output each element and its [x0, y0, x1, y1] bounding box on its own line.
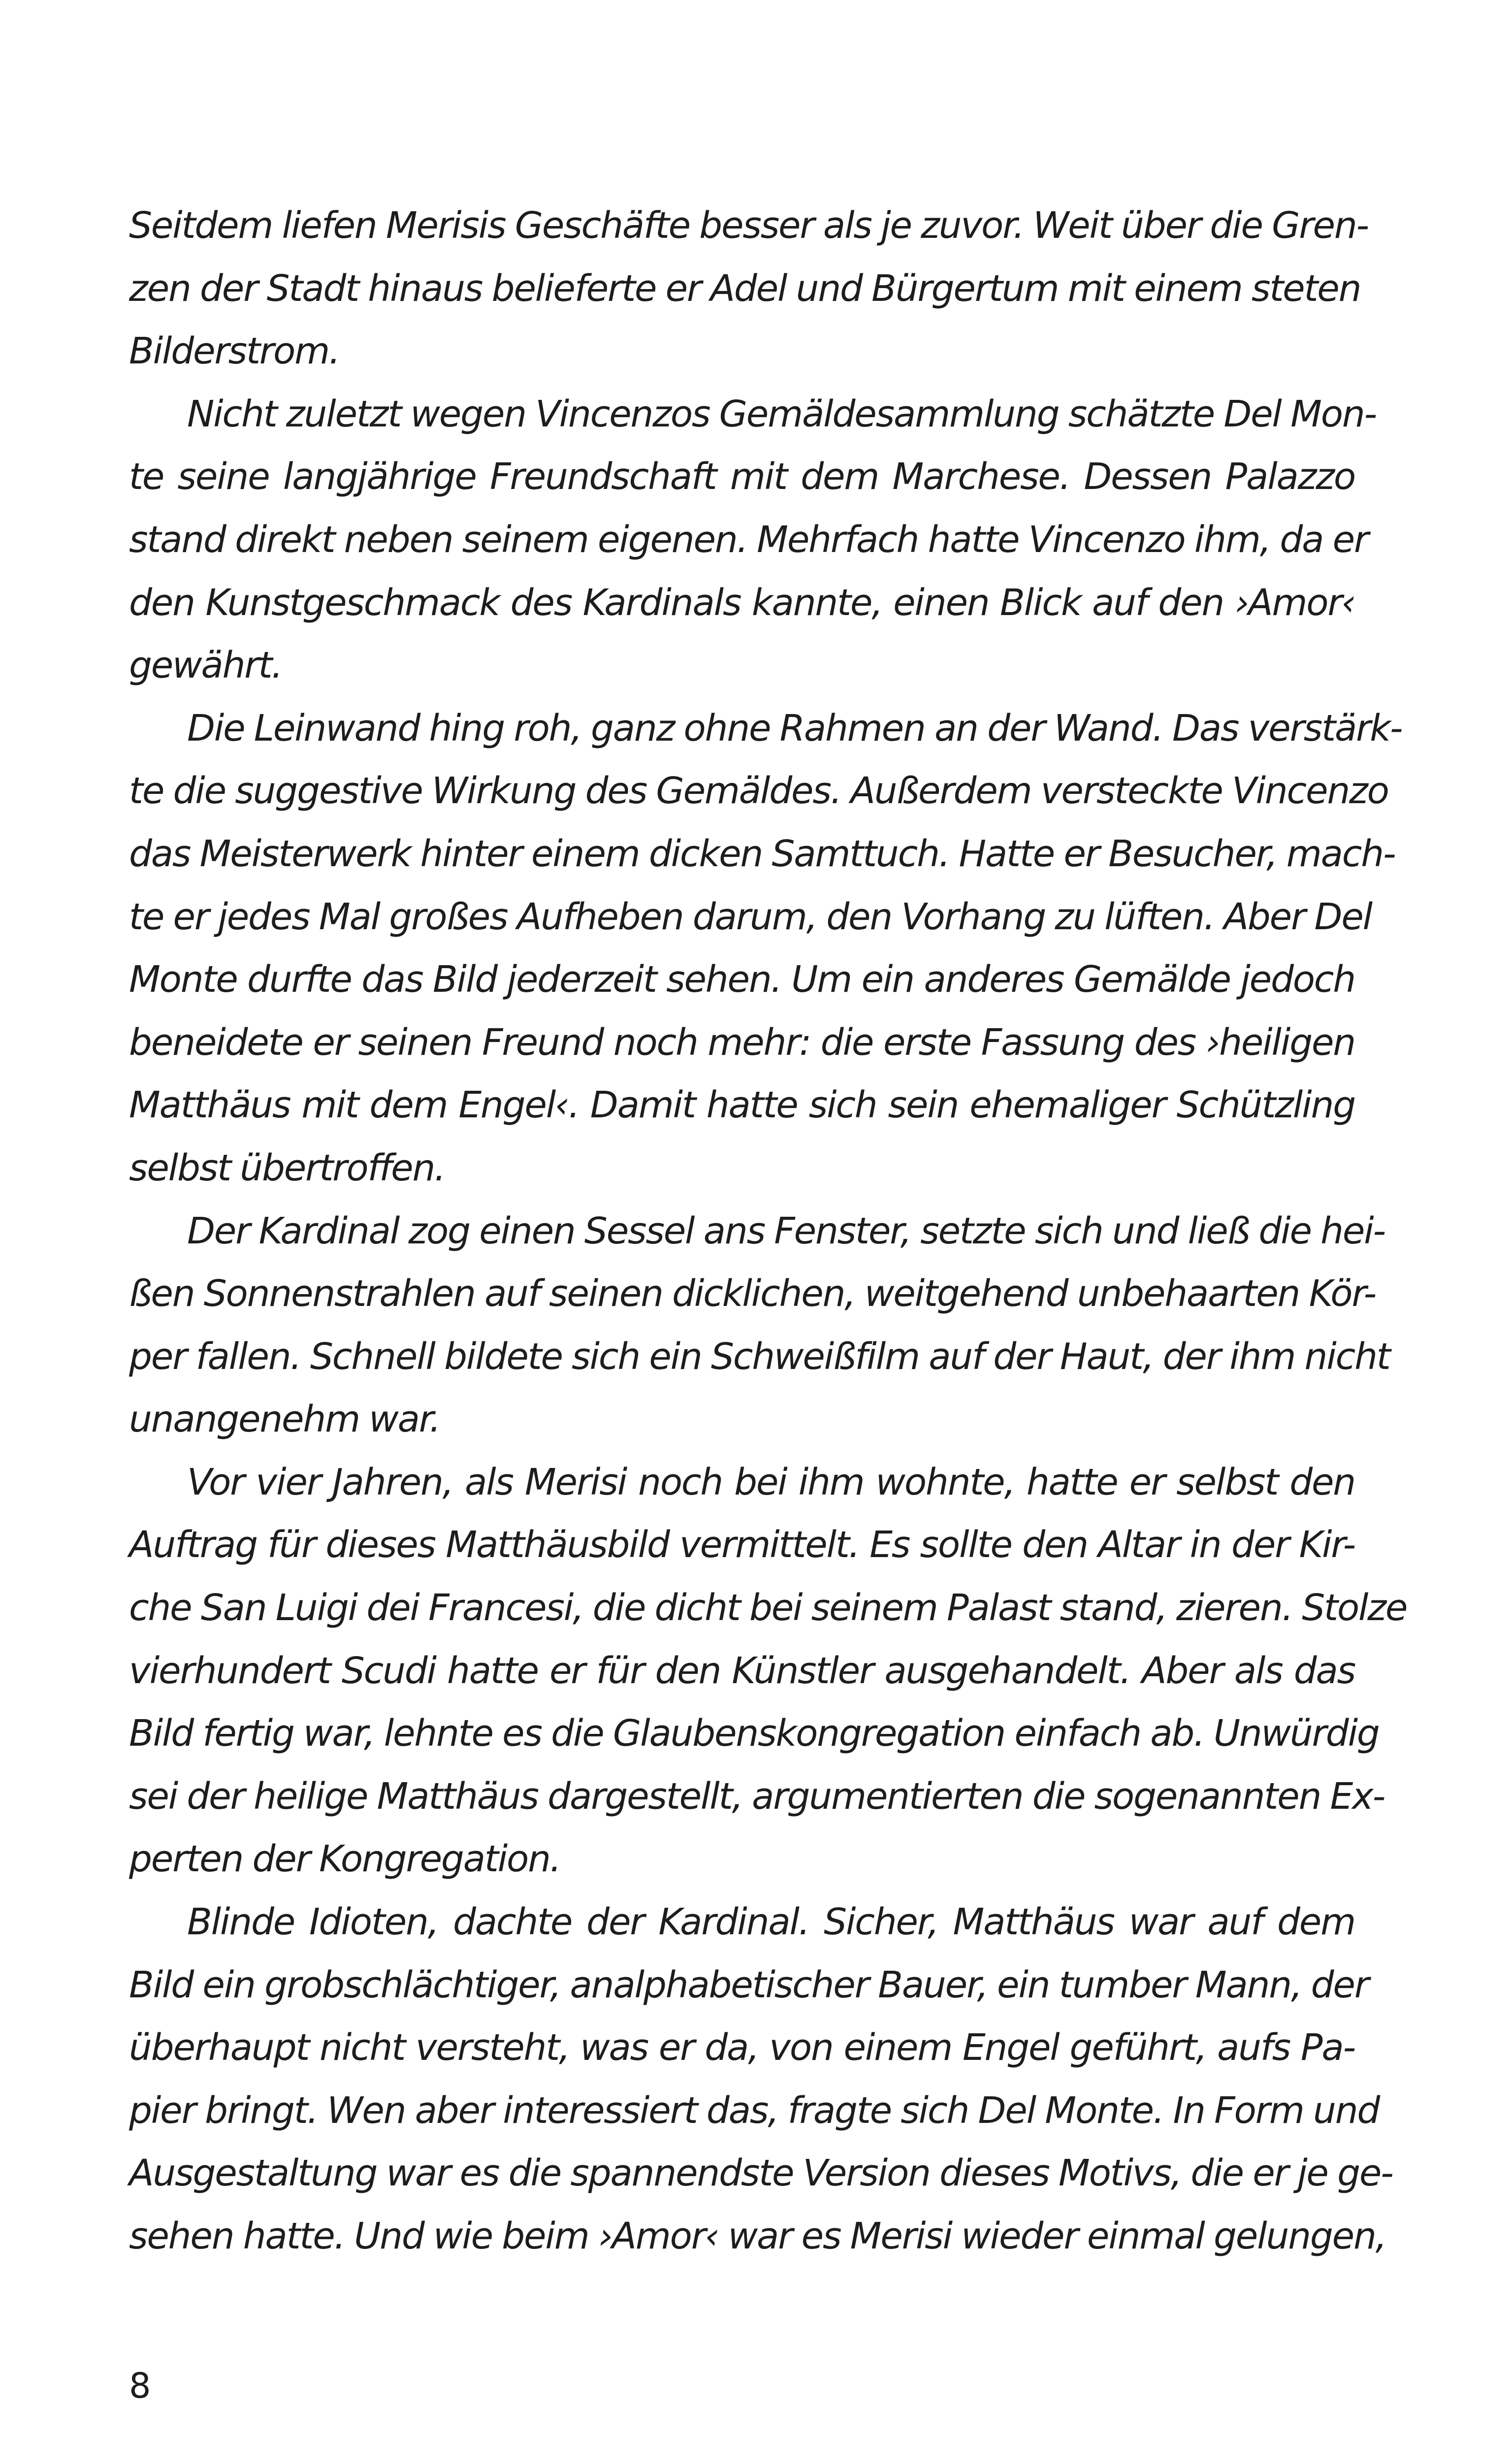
- text-line: sei der heilige Matthäus dargestellt, argumentierten die sogenannten Ex-: [129, 1775, 1385, 1818]
- text-line: te seine langjährige Freundschaft mit dem Marchese. Dessen Palazzo: [129, 456, 1355, 498]
- text-line: te die suggestive Wirkung des Gemäldes. Außerdem versteckte Vincenzo: [129, 770, 1388, 813]
- text-line: perten der Kongregation.: [129, 1838, 561, 1881]
- text-line: unangenehm war.: [129, 1398, 440, 1441]
- text-line: beneidete er seinen Freund noch mehr: die erste Fassung des ›heiligen: [129, 1021, 1355, 1064]
- text-line: Bild fertig war, lehnte es die Glaubenskongregation einfach ab. Unwürdig: [129, 1712, 1379, 1755]
- text-line: zen der Stadt hinaus belieferte er Adel und Bürgertum mit einem steten: [129, 267, 1361, 310]
- text-line: Der Kardinal zog einen Sessel ans Fenster, setzte sich und ließ die hei-: [187, 1209, 1385, 1252]
- text-line: Auftrag für dieses Matthäusbild vermittelt. Es sollte den Altar in der Kir-: [129, 1524, 1355, 1566]
- text-line: Vor vier Jahren, als Merisi noch bei ihm wohnte, hatte er selbst den: [187, 1461, 1355, 1503]
- text-line: che San Luigi dei Francesi, die dicht bei seinem Palast stand, zieren. Stolze: [129, 1587, 1407, 1629]
- text-line: gewährt.: [129, 644, 282, 687]
- text-line: den Kunstgeschmack des Kardinals kannte, einen Blick auf den ›Amor‹: [129, 581, 1355, 624]
- text-line: selbst übertroffen.: [129, 1146, 445, 1189]
- text-line: Blinde Idioten, dachte der Kardinal. Sicher, Matthäus war auf dem: [187, 1901, 1355, 1944]
- text-line: überhaupt nicht versteht, was er da, von einem Engel geführt, aufs Pa-: [129, 2026, 1355, 2069]
- page-number: 8: [129, 2366, 151, 2406]
- text-line: Die Leinwand hing roh, ganz ohne Rahmen an der Wand. Das verstärk-: [187, 707, 1402, 749]
- text-line: stand direkt neben seinem eigenen. Mehrfach hatte Vincenzo ihm, da er: [129, 518, 1368, 561]
- text-line: Seitdem liefen Merisis Geschäfte besser als je zuvor. Weit über die Gren-: [129, 204, 1369, 247]
- body-text: [129, 195, 1407, 2268]
- text-line: das Meisterwerk hinter einem dicken Samttuch. Hatte er Besucher, mach-: [129, 832, 1395, 875]
- text-line: vierhundert Scudi hatte er für den Künstler ausgehandelt. Aber als das: [129, 1649, 1355, 1692]
- text-line: ßen Sonnenstrahlen auf seinen dicklichen, weitgehend unbehaarten Kör-: [129, 1272, 1376, 1315]
- text-line: per fallen. Schnell bildete sich ein Schweißfilm auf der Haut, der ihm nicht: [129, 1335, 1390, 1378]
- text-line: Bild ein grobschlächtiger, analphabetischer Bauer, ein tumber Mann, der: [129, 1963, 1368, 2006]
- text-line: Monte durfte das Bild jederzeit sehen. Um ein anderes Gemälde jedoch: [129, 958, 1355, 1001]
- text-line: Ausgestaltung war es die spannendste Version dieses Motivs, die er je ge-: [129, 2152, 1393, 2195]
- text-line: Nicht zuletzt wegen Vincenzos Gemäldesammlung schätzte Del Mon-: [187, 392, 1377, 435]
- text-line: pier bringt. Wen aber interessiert das, fragte sich Del Monte. In Form und: [129, 2089, 1380, 2132]
- text-line: Bilderstrom.: [129, 330, 340, 373]
- text-line: sehen hatte. Und wie beim ›Amor‹ war es Merisi wieder einmal gelungen,: [129, 2215, 1386, 2257]
- text-line: Matthäus mit dem Engel‹. Damit hatte sich sein ehemaliger Schützling: [129, 1084, 1355, 1127]
- text-line: te er jedes Mal großes Aufheben darum, den Vorhang zu lüften. Aber Del: [129, 895, 1372, 938]
